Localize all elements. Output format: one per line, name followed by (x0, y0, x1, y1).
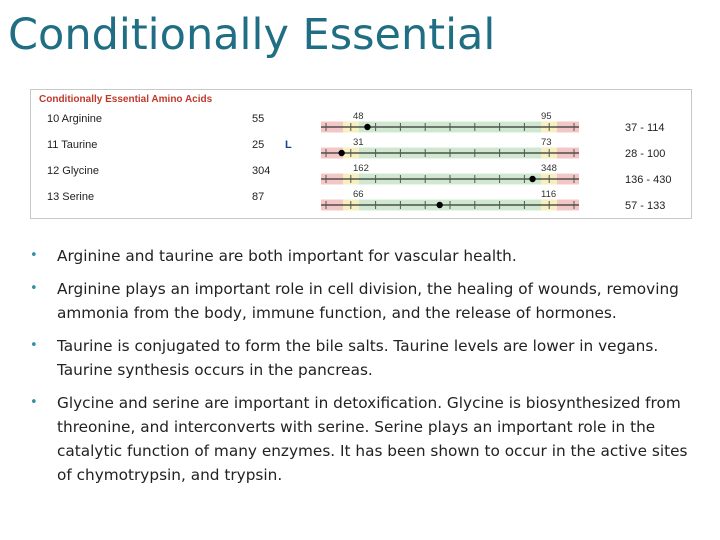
reference-high-label: 73 (541, 137, 552, 148)
reference-range: 136 - 430 (625, 174, 672, 186)
reference-high-label: 116 (541, 189, 557, 200)
reference-range: 37 - 114 (625, 122, 665, 134)
bullet-item (30, 391, 698, 487)
analyte-value: 87 (252, 191, 265, 203)
bullet-text: Arginine plays an important role in cell division, the healing of wounds, removing ammonia from the body, immune function, and the release of hormones. (57, 280, 679, 322)
analyte-name: 13 Serine (47, 191, 95, 203)
result-marker (364, 124, 370, 130)
result-marker (338, 150, 344, 156)
reference-low-label: 66 (353, 189, 364, 200)
bullet-list (30, 244, 698, 496)
reference-low-label: 31 (353, 137, 364, 148)
result-marker (436, 202, 442, 208)
range-bars (31, 90, 691, 218)
reference-low-label: 162 (353, 163, 369, 174)
reference-range: 57 - 133 (625, 200, 666, 212)
bullet-dot-icon: • (30, 281, 38, 296)
bullet-item (30, 277, 698, 325)
result-flag: L (285, 139, 292, 151)
bullet-text: Glycine and serine are important in detoxification. Glycine is biosynthesized from threonine, and interconverts with serine. Serine plays an important role in the catalytic function of many enzymes. It has been shown to occur in the active sites of chymotrypsin, and trypsin. (57, 394, 688, 484)
analyte-value: 55 (252, 113, 265, 125)
bullet-dot-icon: • (30, 395, 38, 410)
amino-acid-results-panel (30, 89, 692, 219)
reference-high-label: 95 (541, 111, 552, 122)
bullet-text: Taurine is conjugated to form the bile salts. Taurine levels are lower in vegans. Taurine synthesis occurs in the pancreas. (57, 337, 659, 379)
bullet-item (30, 334, 698, 382)
analyte-value: 304 (252, 165, 271, 177)
analyte-name: 10 Arginine (47, 113, 103, 125)
reference-low-label: 48 (353, 111, 364, 122)
slide-title: Conditionally Essential (8, 10, 496, 60)
analyte-name: 12 Glycine (47, 165, 99, 177)
panel-title: Conditionally Essential Amino Acids (39, 94, 213, 105)
bullet-text: Arginine and taurine are both important for vascular health. (57, 247, 517, 265)
bullet-dot-icon: • (30, 338, 38, 353)
bullet-item (30, 244, 698, 268)
analyte-value: 25 (252, 139, 265, 151)
reference-high-label: 348 (541, 163, 557, 174)
result-marker (529, 176, 535, 182)
analyte-name: 11 Taurine (47, 139, 98, 151)
reference-range: 28 - 100 (625, 148, 666, 160)
bullet-dot-icon: • (30, 248, 38, 263)
